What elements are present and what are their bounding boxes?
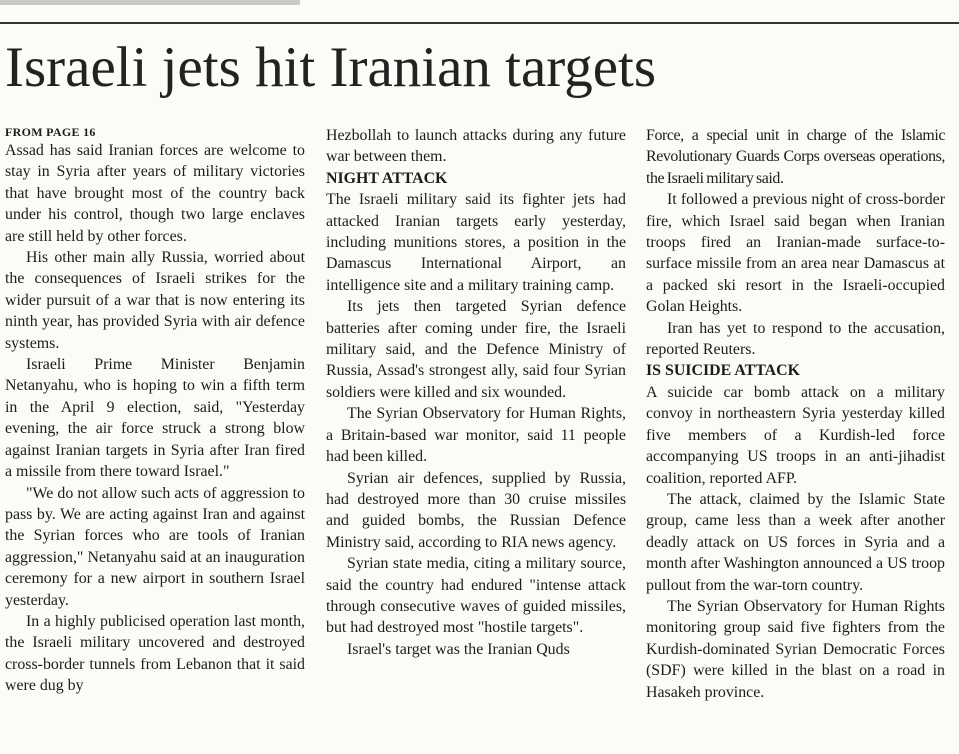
- paragraph: In a highly publicised operation last month, the Israeli military uncovered and destroyed cross-border tunnels from Lebanon that it said were dug by: [5, 612, 305, 695]
- page-top-strip: [0, 0, 959, 24]
- article-headline: Israeli jets hit Iranian targets: [5, 36, 657, 99]
- subhead-is-suicide-attack: IS SUICIDE ATTACK: [646, 362, 800, 380]
- paragraph: Iran has yet to respond to the accusation, reported Reuters.: [646, 319, 945, 359]
- paragraph: A suicide car bomb attack on a military convoy in northeastern Syria yesterday killed five members of a Kurdish-led force accompanying US troops in an anti-jihadist coalition, reported AFP.: [646, 383, 945, 487]
- paragraph: His other main ally Russia, worried about the consequences of Israeli strikes for the wider pursuit of a war that is now entering its ninth year, has provided Syria with air defence systems.: [5, 249, 305, 352]
- paragraph: Its jets then targeted Syrian defence batteries after coming under fire, the Israeli military said, and the Defence Ministry of Russia, Assad's strongest ally, said four Syrian soldiers were killed and six wounded.: [326, 298, 626, 401]
- paragraph: The Syrian Observatory for Human Rights monitoring group said five fighters from the Kurdish-dominated Syrian Democratic Forces (SDF) were killed in the blast on a road in Hasakeh province.: [646, 597, 945, 701]
- paragraph: The attack, claimed by the Islamic State group, came less than a week after another deadly attack on US forces in Syria and a month after Washington announced a US troop pullout from the war-torn country.: [646, 490, 945, 594]
- column-1: [5, 125, 305, 754]
- paragraph: Assad has said Iranian forces are welcome to stay in Syria after years of military victories that have brought most of the country back under his control, though two large enclaves are still held by other forces.: [5, 142, 305, 245]
- paragraph: The Syrian Observatory for Human Rights, a Britain-based war monitor, said 11 people had been killed.: [326, 405, 626, 466]
- top-rule: [0, 22, 959, 24]
- paragraph: Syrian air defences, supplied by Russia, had destroyed more than 30 cruise missiles and guided bombs, the Russian Defence Ministry said, according to RIA news agency.: [326, 469, 626, 551]
- paragraph: Syrian state media, citing a military source, said the country had endured "intense attack through consecutive waves of guided missiles, but had destroyed most "hostile targets".: [326, 555, 626, 637]
- continued-from-kicker: FROM PAGE 16: [5, 125, 96, 139]
- paragraph: It followed a previous night of cross-border fire, which Israel said began when Iranian troops fired an Iranian-made surface-to-surface missile from an area near Damascus at a packed ski resort in the Israeli-occupied Golan Heights.: [646, 191, 945, 316]
- paragraph: Israel's target was the Iranian Quds: [347, 640, 570, 658]
- paragraph: Hezbollah to launch attacks during any future war between them.: [326, 127, 626, 166]
- column-3: [646, 125, 945, 754]
- paragraph: Israeli Prime Minister Benjamin Netanyahu, who is hoping to win a fifth term in the April 9 election, said, "Yesterday evening, the air force struck a strong blow against Iranian targets in Syria after Iran fired a missile from there toward Israel.": [5, 356, 305, 481]
- column-2: [326, 125, 626, 754]
- paragraph: The Israeli military said its fighter jets had attacked Iranian targets early yesterday, including munitions stores, a position in the Damascus International Airport, an intelligence site and a military training camp.: [326, 191, 626, 294]
- subhead-night-attack: NIGHT ATTACK: [326, 169, 448, 187]
- paragraph: "We do not allow such acts of aggression to pass by. We are acting against Iran and against the Syrian forces who are tools of Iranian aggression," Netanyahu said at an inauguration ceremony for a new airport in southern Israel yesterday.: [5, 484, 305, 609]
- paragraph: Force, a special unit in charge of the Islamic Revolutionary Guards Corps overseas operations, the Israeli military said.: [646, 127, 945, 187]
- previous-article-edge: [0, 0, 300, 5]
